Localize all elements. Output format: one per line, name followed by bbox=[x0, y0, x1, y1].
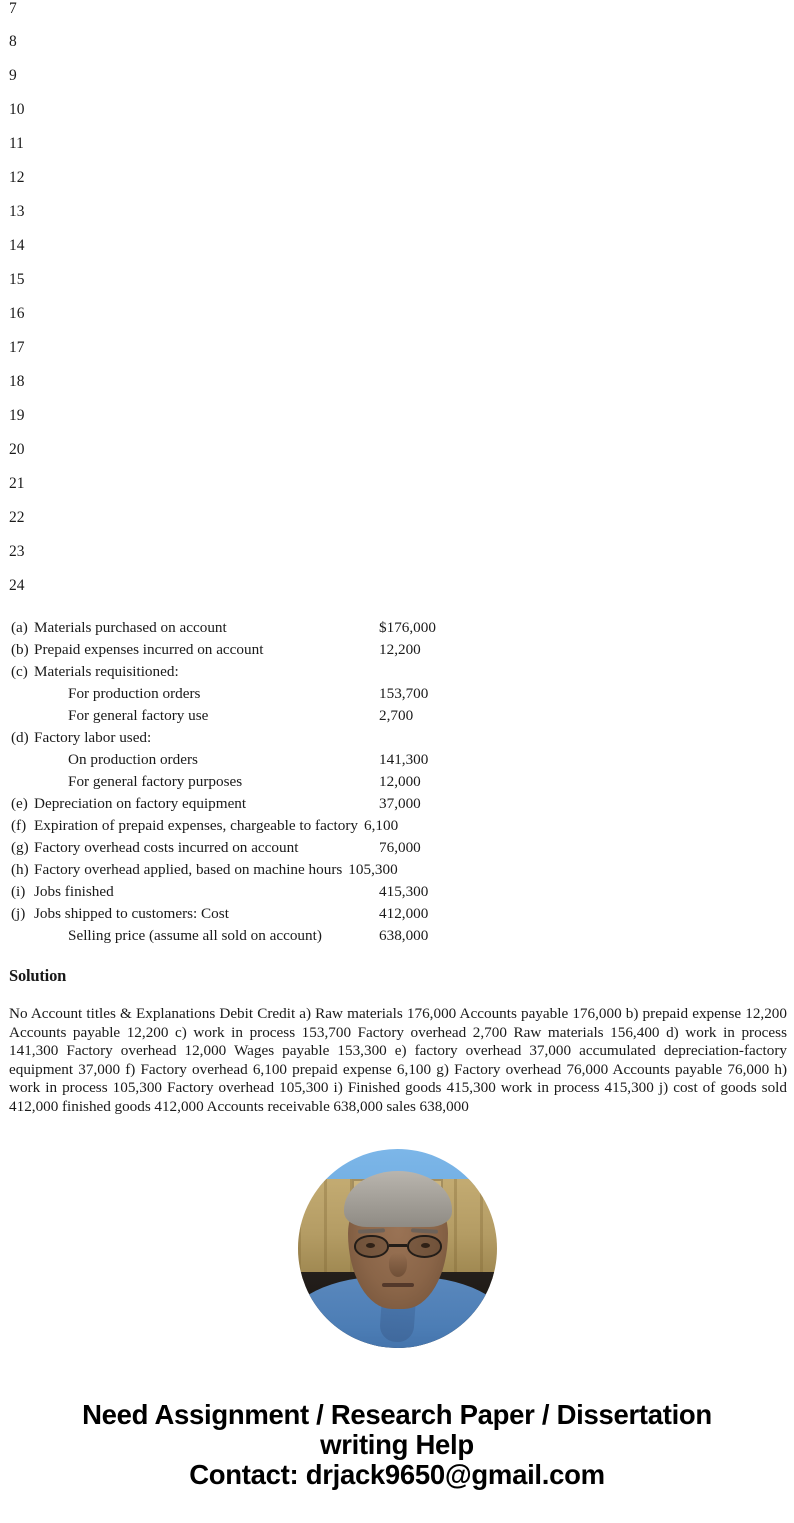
worksheet-line-number-column bbox=[0, 0, 120, 603]
worksheet-line-number: 22 bbox=[9, 509, 25, 526]
transaction-label: (d) bbox=[11, 729, 29, 746]
transaction-description: Materials purchased on account bbox=[34, 619, 227, 636]
transaction-row bbox=[0, 903, 470, 925]
promo-line-1: Need Assignment / Research Paper / Dissertation bbox=[82, 1399, 712, 1430]
transaction-row bbox=[0, 881, 470, 903]
transaction-description: Selling price (assume all sold on account) bbox=[68, 927, 322, 944]
transaction-amount: 141,300 bbox=[379, 751, 429, 768]
worksheet-line-number: 23 bbox=[9, 543, 25, 560]
worksheet-line-number: 8 bbox=[9, 33, 17, 50]
transaction-label: (a) bbox=[11, 619, 28, 636]
transaction-amount: 638,000 bbox=[379, 927, 429, 944]
transaction-label: (g) bbox=[11, 839, 29, 856]
worksheet-line-number: 15 bbox=[9, 271, 25, 288]
transaction-amount: 412,000 bbox=[379, 905, 429, 922]
transaction-description: Depreciation on factory equipment bbox=[34, 795, 247, 812]
avatar-mouth bbox=[382, 1283, 414, 1287]
transaction-description: For general factory purposes bbox=[68, 773, 243, 790]
transaction-description: Jobs finished bbox=[34, 883, 114, 900]
transaction-row bbox=[0, 815, 470, 837]
transaction-description: Prepaid expenses incurred on account bbox=[34, 641, 264, 658]
transaction-description: Jobs shipped to customers: Cost bbox=[34, 905, 229, 922]
transaction-row bbox=[0, 749, 470, 771]
avatar-photo-scene bbox=[298, 1149, 497, 1348]
transaction-row bbox=[0, 793, 470, 815]
transaction-description: On production orders bbox=[68, 751, 198, 768]
transaction-label: (i) bbox=[11, 883, 26, 900]
worksheet-line-number: 12 bbox=[9, 169, 25, 186]
worksheet-line-number: 16 bbox=[9, 305, 25, 322]
transactions-table bbox=[0, 617, 470, 947]
transaction-row bbox=[0, 683, 470, 705]
transaction-row bbox=[0, 727, 470, 749]
transaction-amount: 153,700 bbox=[379, 685, 429, 702]
transaction-label: (e) bbox=[11, 795, 28, 812]
transaction-description: Factory overhead applied, based on machine hours bbox=[34, 861, 343, 878]
transaction-row bbox=[0, 639, 470, 661]
transaction-amount: 2,700 bbox=[379, 707, 414, 724]
avatar-glasses-lens-left bbox=[354, 1235, 389, 1258]
avatar-glasses-bridge bbox=[389, 1244, 407, 1247]
transaction-amount: 6,100 bbox=[364, 817, 399, 834]
transaction-amount: 12,200 bbox=[379, 641, 421, 658]
promo-line-2: writing Help bbox=[320, 1429, 474, 1460]
worksheet-line-number: 9 bbox=[9, 67, 17, 84]
transaction-description: For general factory use bbox=[68, 707, 209, 724]
transaction-amount: 415,300 bbox=[379, 883, 429, 900]
transaction-amount: 105,300 bbox=[348, 861, 398, 878]
promo-contact-line: Contact: drjack9650@gmail.com bbox=[189, 1459, 605, 1490]
worksheet-line-number: 24 bbox=[9, 577, 25, 594]
worksheet-line-number: 13 bbox=[9, 203, 25, 220]
transaction-amount: 12,000 bbox=[379, 773, 421, 790]
transaction-description: Materials requisitioned: bbox=[34, 663, 179, 680]
transaction-amount: $176,000 bbox=[379, 619, 436, 636]
transaction-label: (h) bbox=[11, 861, 29, 878]
transaction-row bbox=[0, 661, 470, 683]
worksheet-line-number: 17 bbox=[9, 339, 25, 356]
solution-body-text: No Account titles & Explanations Debit Credit a) Raw materials 176,000 Accounts payable 176,000 b) prepaid expense 12,200 Accounts payable 12,200 c) work in process 153,700 Factory overhead 2,700 Raw materials 156,400 d) work in process 141,300 Factory overhead 12,000 Wages payable 153,300 e) factory overhead 37,000 accumulated depreciation-factory equipment 37,000 f) Factory overhead 6,100 prepaid expense 6,100 g) Factory overhead 76,000 Accounts payable 76,000 h) work in process 105,300 Factory overhead 105,300 i) Finished goods 415,300 work in process 415,300 j) cost of goods sold 412,000 finished goods 412,000 Accounts receivable 638,000 sales 638,000 bbox=[9, 1005, 787, 1115]
transaction-row bbox=[0, 771, 470, 793]
transaction-description: Factory labor used: bbox=[34, 729, 152, 746]
transaction-label: (b) bbox=[11, 641, 29, 658]
transaction-label: (j) bbox=[11, 905, 26, 922]
worksheet-line-number: 7 bbox=[9, 0, 17, 17]
worksheet-line-number: 14 bbox=[9, 237, 25, 254]
transaction-label: (c) bbox=[11, 663, 28, 680]
transaction-label: (f) bbox=[11, 817, 27, 834]
transaction-row bbox=[0, 859, 470, 881]
transaction-row bbox=[0, 617, 470, 639]
worksheet-line-number: 21 bbox=[9, 475, 25, 492]
solution-heading: Solution bbox=[9, 966, 67, 985]
avatar-wrapper bbox=[298, 1149, 497, 1348]
transaction-description: For production orders bbox=[68, 685, 201, 702]
transaction-amount: 37,000 bbox=[379, 795, 421, 812]
avatar bbox=[298, 1149, 497, 1348]
promo-footer bbox=[0, 1400, 794, 1490]
transaction-row bbox=[0, 705, 470, 727]
worksheet-line-number: 20 bbox=[9, 441, 25, 458]
transaction-row bbox=[0, 925, 470, 947]
transaction-amount: 76,000 bbox=[379, 839, 421, 856]
worksheet-line-number: 18 bbox=[9, 373, 25, 390]
transaction-description: Factory overhead costs incurred on account bbox=[34, 839, 299, 856]
avatar-glasses-lens-right bbox=[407, 1235, 442, 1258]
avatar-nose bbox=[389, 1253, 407, 1277]
worksheet-line-number: 19 bbox=[9, 407, 25, 424]
worksheet-line-number: 10 bbox=[9, 101, 25, 118]
worksheet-line-number: 11 bbox=[9, 135, 24, 152]
transaction-row bbox=[0, 837, 470, 859]
transaction-description: Expiration of prepaid expenses, chargeable to factory bbox=[34, 817, 359, 834]
